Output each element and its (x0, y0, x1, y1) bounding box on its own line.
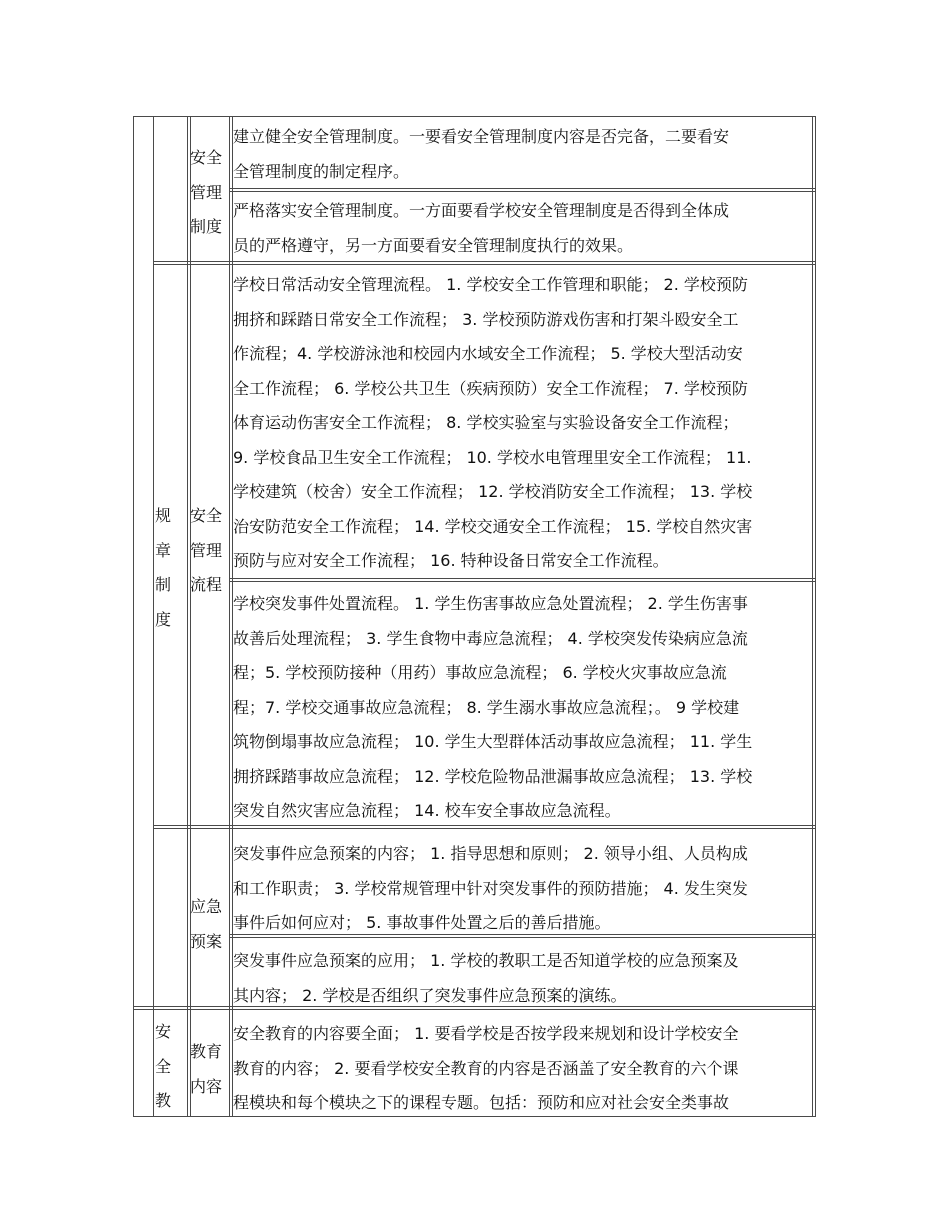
row-sep (229, 581, 816, 582)
border-top (133, 116, 816, 117)
cell-line: 学校日常活动安全管理流程。 1. 学校安全工作管理和职能； 2. 学校预防 (233, 275, 748, 294)
table-cell (233, 1017, 738, 1121)
category-label-education: 安全教 (155, 1022, 172, 1110)
cell-line: 全工作流程； 6. 学校公共卫生（疾病预防）安全工作流程； 7. 学校预防 (233, 378, 748, 398)
cell-line: 突发自然灾害应急流程； 14. 校车安全事故应急流程。 (233, 801, 621, 820)
group-label-education-content: 教育内容 (190, 1042, 223, 1096)
cell-line: 程；5. 学校预防接种（用药）事故应急流程； 6. 学校火灾事故应急流 (233, 663, 727, 682)
group-label-management-process: 安全管理流程 (190, 506, 223, 594)
cell-line: 学校突发事件处置流程。 1. 学生伤害事故应急处置流程； 2. 学生伤害事 (233, 594, 748, 613)
group-label-management-system: 安全管理制度 (190, 148, 223, 236)
table-cell (233, 194, 729, 263)
border-left-inner (153, 116, 154, 1117)
cell-line: 和工作职责； 3. 学校常规管理中针对突发事件的预防措施； 4. 发生突发 (233, 878, 748, 898)
border-right-inner (812, 116, 813, 1117)
group-label-emergency-plan: 应急预案 (190, 897, 223, 951)
cell-line: 9. 学校食品卫生安全工作流程； 10. 学校水电管理里安全工作流程； 11. (233, 447, 752, 467)
category-label-rules: 规章制度 (155, 506, 172, 629)
cell-line: 拥挤踩踏事故应急流程； 12. 学校危险物品泄漏事故应急流程； 13. 学校 (233, 766, 753, 786)
col-sep-2 (229, 116, 230, 1117)
cell-line: 学校建筑（校舍）安全工作流程； 12. 学校消防安全工作流程； 13. 学校 (233, 482, 753, 501)
cell-line: 治安防范安全工作流程； 14. 学校交通安全工作流程； 15. 学校自然灾害 (233, 516, 753, 536)
col-sep-1b (190, 116, 191, 1117)
row-sep (153, 264, 816, 265)
cell-line: 建立健全安全管理制度。一要看安全管理制度内容是否完备，二要看安 (233, 127, 730, 146)
cell-line: 预防与应对安全工作流程； 16. 特种设备日常安全工作流程。 (233, 551, 669, 570)
table-cell (233, 837, 748, 941)
cell-line: 严格落实安全管理制度。一方面要看学校安全管理制度是否得到全体成 (233, 201, 730, 220)
cell-line: 教育的内容； 2. 要看学校安全教育的内容是否涵盖了安全教育的六个课 (233, 1058, 739, 1078)
border-right (815, 116, 816, 1117)
table-cell (233, 944, 738, 1013)
cell-line: 程模块和每个模块之下的课程专题。包括：预防和应对社会安全类事故 (233, 1093, 730, 1112)
cell-line: 故善后处理流程； 3. 学生食物中毒应急流程； 4. 学校突发传染病应急流 (233, 628, 748, 648)
cell-line: 全管理制度的制定程序。 (233, 161, 410, 181)
border-left (133, 116, 134, 1117)
cell-line: 安全教育的内容要全面； 1. 要看学校是否按学段来规划和设计学校安全 (233, 1024, 739, 1043)
row-sep (229, 191, 816, 192)
cell-line: 程；7. 学校交通事故应急流程； 8. 学生溺水事故应急流程；。 9 学校建 (233, 697, 740, 717)
table-cell (233, 120, 729, 189)
cell-line: 员的严格遵守，另一方面要看安全管理制度执行的效果。 (233, 235, 634, 255)
table-cell (233, 587, 752, 829)
cell-line: 其内容； 2. 学校是否组织了突发事件应急预案的演练。 (233, 985, 627, 1005)
cell-line: 作流程；4. 学校游泳池和校园内水域安全工作流程； 5. 学校大型活动安 (233, 344, 743, 363)
col-sep-1 (187, 116, 188, 1117)
cell-line: 筑物倒塌事故应急流程； 10. 学生大型群体活动事故应急流程； 11. 学生 (233, 732, 753, 751)
cell-line: 体育运动伤害安全工作流程； 8. 学校实验室与实验设备安全工作流程； (233, 413, 739, 432)
cell-line: 突发事件应急预案的内容； 1. 指导思想和原则； 2. 领导小组、人员构成 (233, 844, 748, 863)
table-cell (233, 268, 752, 579)
cell-line: 事件后如何应对； 5. 事故事件处置之后的善后措施。 (233, 913, 611, 932)
cell-line: 拥挤和踩踏日常安全工作流程； 3. 学校预防游戏伤害和打架斗殴安全工 (233, 309, 739, 329)
cell-line: 突发事件应急预案的应用； 1. 学校的教职工是否知道学校的应急预案及 (233, 951, 739, 970)
